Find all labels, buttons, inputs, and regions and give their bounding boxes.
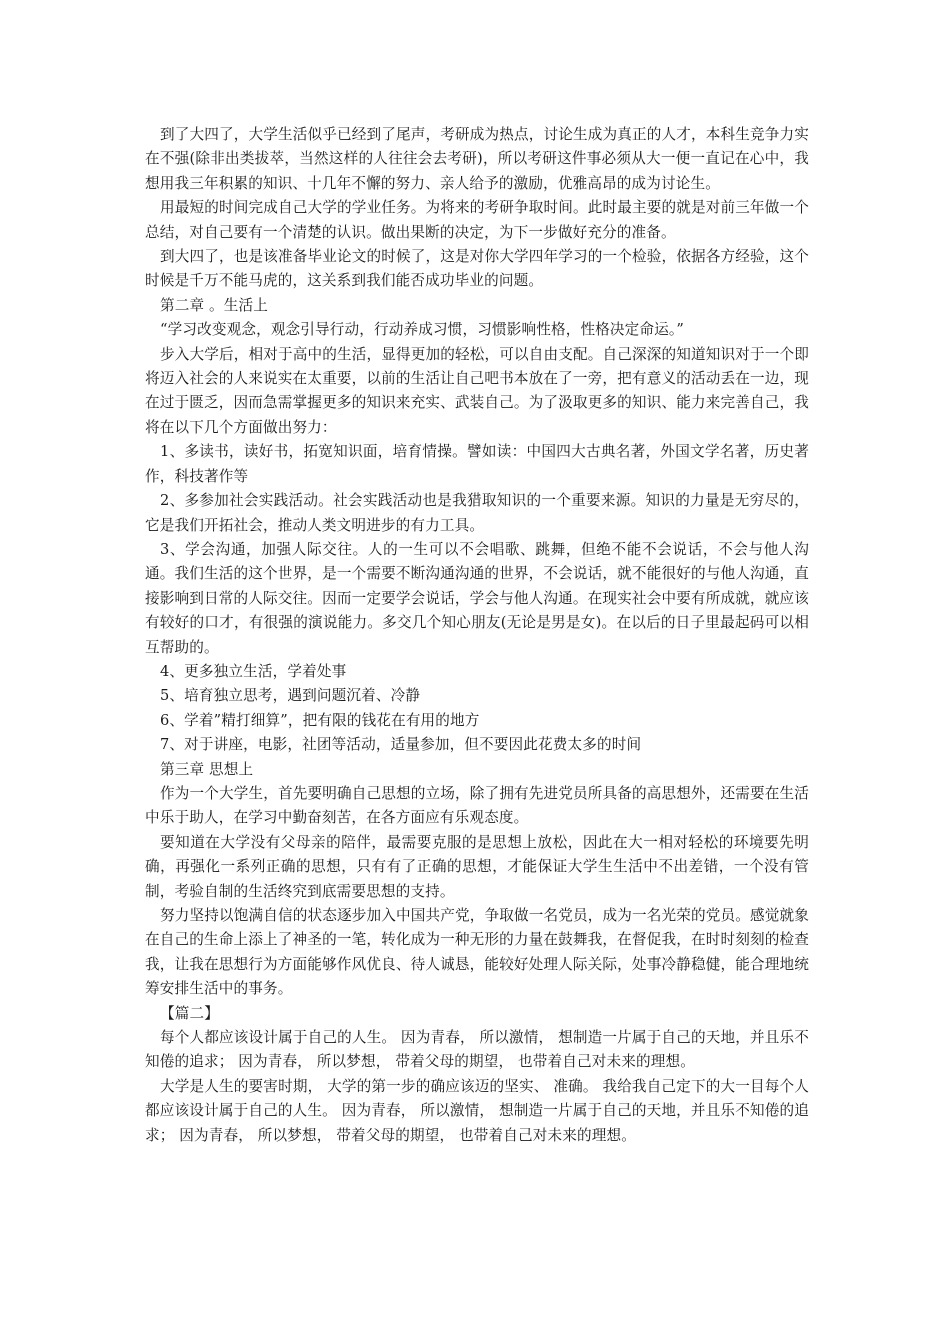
list-item-4: 4、更多独立生活，学着处事	[160, 662, 347, 680]
list-item-2: 2、多参加社会实践活动。社会实践活动也是我猎取知识的一个重要来源。知识的力量是无穷尽的，它是我们开拓社会，推动人类文明进步的有力工具。	[145, 492, 809, 534]
paragraph-student-stance: 作为一个大学生，首先要明确自己思想的立场，除了拥有先进党员所具备的高思想外，还需要在生活中乐于助人，在学习中勤奋刻苦，在各方面应有乐观态度。	[145, 784, 809, 827]
document-body	[145, 123, 809, 1148]
paragraph-no-parents: 要知道在大学没有父母亲的陪伴，最需要克服的是思想上放松，因此在大一相对轻松的环境要先明确，再强化一系列正确的思想，只有有了正确的思想，才能保证大学生生活中不出差错，一个没有管制，考验自制的生活终究到底需要思想的支持。	[145, 833, 809, 900]
paragraph-senior-year-intro: 到了大四了，大学生活似乎已经到了尾声，考研成为热点，讨论生成为真正的人才，本科生竞争力实在不强(除非出类拔萃，当然这样的人往往会去考研)，所以考研这件事必须从大一便一直记在心中，我想用我三年积累的知识、十几年不懈的努力、亲人给予的激励，优雅高昂的成为讨论生。	[145, 126, 809, 192]
paragraph-critical-period: 大学是人生的要害时期， 大学的第一步的确应该迈的坚实、 准确。 我给我自己定下的大一目每个人都应该设计属于自己的人生。 因为青春， 所以激情， 想制造一片属于自己的天地，并且乐不知倦的追求； 因为青春， 所以梦想， 带着父母的期望， 也带着自己对未来的理想。	[145, 1077, 809, 1144]
section-two-heading: 【篇二】	[160, 1004, 219, 1022]
paragraph-thesis: 到大四了，也是该准备毕业论文的时候了，这是对你大学四年学习的一个检验，依据各方经验，这个时候是千万不能马虎的，这关系到我们能否成功毕业的问题。	[145, 248, 809, 290]
list-item-6: 6、学着”精打细算”，把有限的钱花在有用的地方	[160, 711, 480, 729]
chapter-three-heading: 第三章 思想上	[160, 760, 254, 778]
list-item-3: 3、学会沟通，加强人际交往。人的一生可以不会唱歌、跳舞，但绝不能不会说话，不会与他人沟通。我们生活的这个世界，是一个需要不断沟通沟通的世界，不会说话，就不能很好的与他人沟通，直接影响到日常的人际交往。因而一定要学会说话，学会与他人沟通。在现实社会中要有所成就，就应该有较好的口才，有很强的演说能力。多交几个知心朋友(无论是男是女)。在以后的日子里最起码可以相互帮助的。	[145, 540, 809, 656]
paragraph-design-life: 每个人都应该设计属于自己的人生。 因为青春， 所以激情， 想制造一片属于自己的天地，并且乐不知倦的追求； 因为青春， 所以梦想， 带着父母的期望， 也带着自己对未来的理想。	[145, 1029, 809, 1071]
paragraph-join-party: 努力坚持以饱满自信的状态逐步加入中国共产党，争取做一名党员，成为一名光荣的党员。感觉就象在自己的生命上添上了神圣的一笔，转化成为一种无形的力量在鼓舞我，在督促我，在时时刻刻的检查我，让我在思想行为方面能够作风优良、待人诚恳，能较好处理人际关际，处事冷静稳健，能合理地统筹安排生活中的事务。	[145, 907, 809, 998]
chapter-two-heading: 第二章 。生活上	[160, 296, 268, 314]
paragraph-shortest-time: 用最短的时间完成自己大学的学业任务。为将来的考研争取时间。此时最主要的就是对前三年做一个总结，对自己要有一个清楚的认识。做出果断的决定，为下一步做好充分的准备。	[145, 199, 809, 241]
paragraph-college-life: 步入大学后，相对于高中的生活，显得更加的轻松，可以自由支配。自己深深的知道知识对于一个即将迈入社会的人来说实在太重要，以前的生活让自己吧书本放在了一旁，把有意义的活动丢在一边，现在过于匮乏，因而急需掌握更多的知识来充实、武装自己。为了汲取更多的知识、能力来完善自己，我将在以下几个方面做出努力：	[145, 345, 809, 436]
list-item-5: 5、培育独立思考，遇到问题沉着、冷静	[160, 687, 421, 705]
list-item-1: 1、多读书，读好书，拓宽知识面，培育情操。譬如读：中国四大古典名著，外国文学名著，历史著作，科技著作等	[145, 443, 809, 485]
list-item-7: 7、对于讲座，电影，社团等活动，适量参加，但不要因此花费太多的时间	[160, 736, 642, 754]
quote-line: “学习改变观念，观念引导行动，行动养成习惯，习惯影响性格，性格决定命运。”	[160, 321, 684, 339]
